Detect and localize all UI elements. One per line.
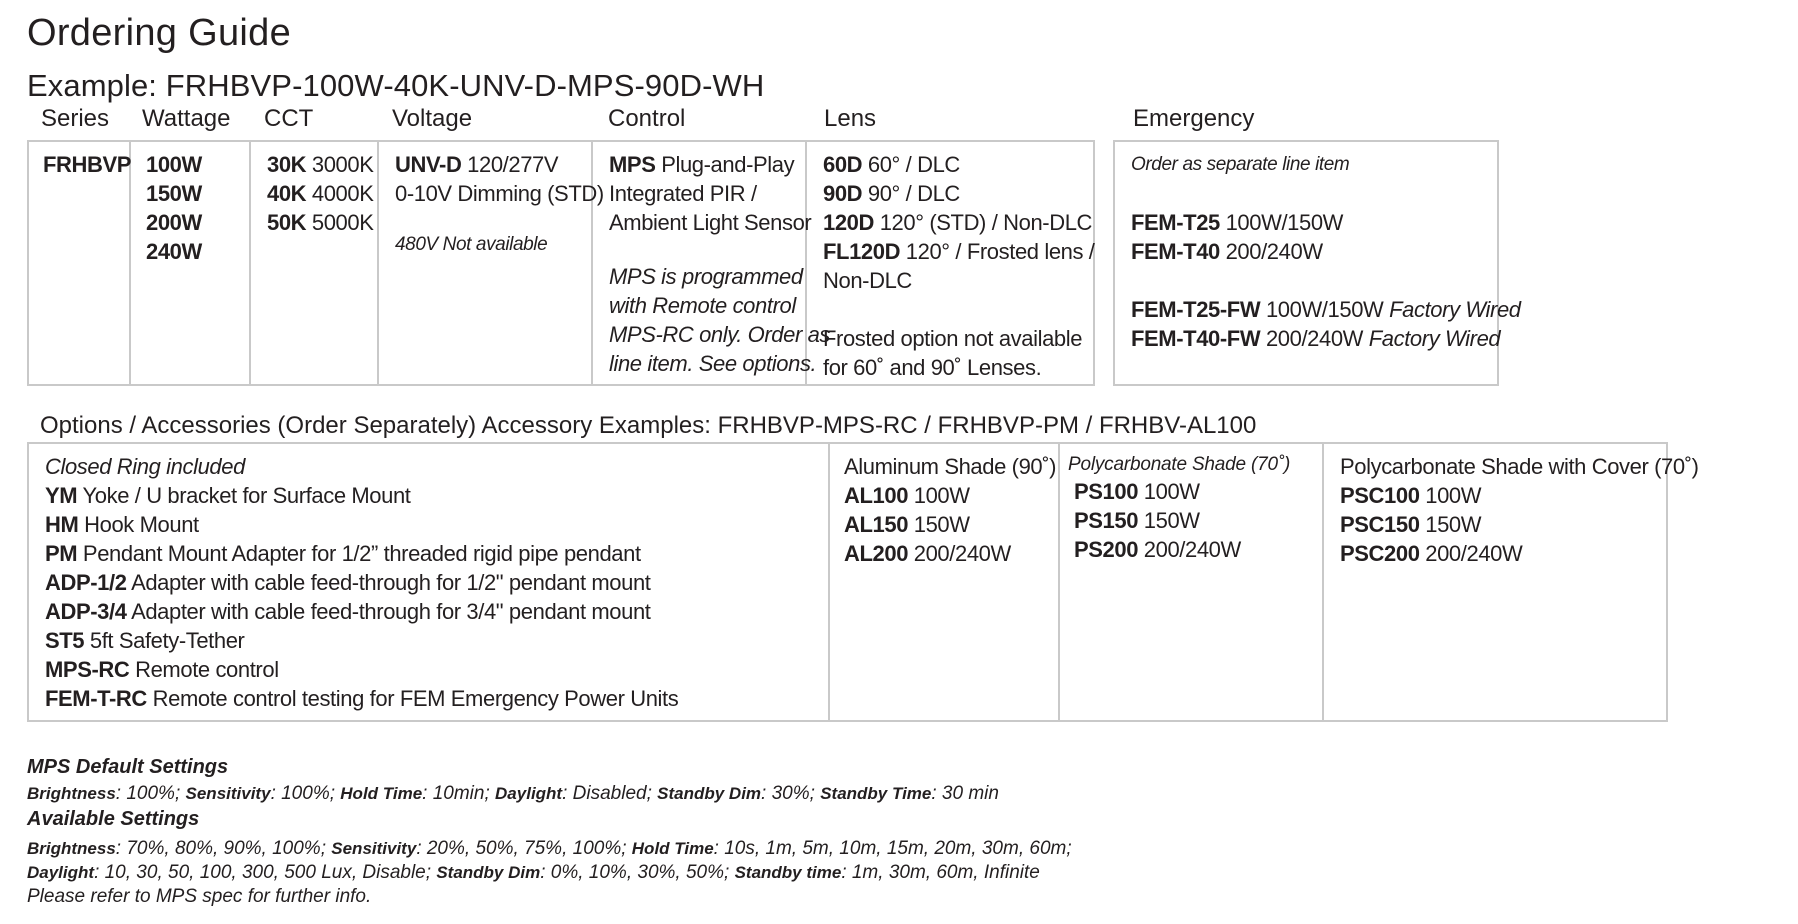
header-lens: Lens (824, 105, 877, 132)
option-item: ST5 5ft Safety-Tether (45, 628, 245, 653)
mps-defaults-title: MPS Default Settings (27, 756, 229, 778)
emergency-note: Order as separate line item (1131, 154, 1350, 175)
option-item: ADP-3/4 Adapter with cable feed-through for 3/4" pendant mount (45, 599, 651, 624)
aluminum-item: AL100 100W (844, 483, 970, 508)
option-item: PM Pendant Mount Adapter for 1/2” threaded rigid pipe pendant (45, 541, 641, 566)
control-line: Ambient Light Sensor (609, 210, 812, 235)
lens-option: 60D 60° / DLC (823, 152, 960, 177)
control-option: MPS Plug-and-Play (609, 152, 795, 177)
available-settings-line: Daylight: 10, 30, 50, 100, 300, 500 Lux, Disable; Standby Dim: 0%, 10%, 30%, 50%; Standby time: 1m, 30m, 60m, Infinite (27, 862, 1040, 883)
control-note: MPS is programmed (609, 264, 803, 289)
control-line: Integrated PIR / (609, 181, 757, 206)
lens-option: 120D 120° (STD) / Non-DLC (823, 210, 1093, 235)
polycover-item: PSC100 100W (1340, 483, 1482, 508)
lens-note: for 60˚ and 90˚ Lenses. (823, 355, 1042, 380)
polycover-item: PSC200 200/240W (1340, 541, 1523, 566)
emergency-item: FEM-T25 100W/150W (1131, 210, 1344, 235)
example-code: Example: FRHBVP-100W-40K-UNV-D-MPS-90D-WH (27, 68, 765, 103)
polycarbonate-item: PS200 200/240W (1074, 537, 1241, 562)
voltage-note: 480V Not available (395, 234, 548, 255)
lens-option: FL120D 120° / Frosted lens / (823, 239, 1095, 264)
option-item: FEM-T-RC Remote control testing for FEM Emergency Power Units (45, 686, 679, 711)
wattage-item: 240W (146, 239, 202, 264)
polycover-item: PSC150 150W (1340, 512, 1482, 537)
voltage-option: UNV-D 120/277V (395, 152, 559, 177)
polycarbonate-item: PS100 100W (1074, 479, 1200, 504)
emergency-item: FEM-T40 200/240W (1131, 239, 1323, 264)
mps-defaults-line: Brightness: 100%; Sensitivity: 100%; Hold Time: 10min; Daylight: Disabled; Standby Dim: 30%; Standby Time: 30 min (27, 783, 999, 804)
header-cct: CCT (264, 105, 314, 132)
available-settings-line: Brightness: 70%, 80%, 90%, 100%; Sensitivity: 20%, 50%, 75%, 100%; Hold Time: 10s, 1m, 5m, 10m, 15m, 20m, 30m, 60m; (27, 838, 1072, 859)
header-control: Control (608, 105, 686, 132)
emergency-item: FEM-T40-FW 200/240W Factory Wired (1131, 326, 1501, 351)
option-item: HM Hook Mount (45, 512, 199, 537)
wattage-item: 100W (146, 152, 202, 177)
aluminum-title: Aluminum Shade (90˚) (844, 454, 1057, 479)
lens-option-cont: Non-DLC (823, 268, 912, 293)
polycarbonate-item: PS150 150W (1074, 508, 1200, 533)
header-series: Series (41, 105, 110, 132)
option-item: YM Yoke / U bracket for Surface Mount (45, 483, 411, 508)
page-title: Ordering Guide (27, 12, 292, 54)
control-note: MPS-RC only. Order as (609, 322, 831, 347)
wattage-item: 150W (146, 181, 202, 206)
series-code: FRHBVP (43, 152, 132, 177)
aluminum-item: AL200 200/240W (844, 541, 1011, 566)
option-item: MPS-RC Remote control (45, 657, 279, 682)
header-voltage: Voltage (392, 105, 473, 132)
options-header: Options / Accessories (Order Separately) Accessory Examples: FRHBVP-MPS-RC / FRHBVP-PM / FRHBV-AL100 (40, 412, 1257, 439)
header-emergency: Emergency (1133, 105, 1255, 132)
cct-item: 50K 5000K (267, 210, 374, 235)
polycarbonate-title: Polycarbonate Shade (70˚) (1068, 454, 1291, 475)
header-wattage: Wattage (142, 105, 231, 132)
options-table (27, 442, 1699, 722)
available-settings-title: Available Settings (27, 808, 200, 830)
control-note: line item. See options. (609, 351, 817, 376)
ordering-table (27, 140, 1095, 386)
wattage-item: 200W (146, 210, 202, 235)
aluminum-item: AL150 150W (844, 512, 970, 537)
lens-note: Frosted option not available (823, 326, 1083, 351)
polycover-title: Polycarbonate Shade with Cover (70˚) (1340, 454, 1699, 479)
option-item: ADP-1/2 Adapter with cable feed-through for 1/2" pendant mount (45, 570, 651, 595)
control-note: with Remote control (609, 293, 796, 318)
cct-item: 40K 4000K (267, 181, 374, 206)
mps-footer-note: Please refer to MPS spec for further info. (27, 886, 372, 907)
options-included: Closed Ring included (45, 454, 245, 479)
cct-item: 30K 3000K (267, 152, 374, 177)
emergency-item: FEM-T25-FW 100W/150W Factory Wired (1131, 297, 1521, 322)
voltage-dimming: 0-10V Dimming (STD) (395, 181, 604, 206)
lens-option: 90D 90° / DLC (823, 181, 960, 206)
emergency-table (1113, 140, 1521, 386)
